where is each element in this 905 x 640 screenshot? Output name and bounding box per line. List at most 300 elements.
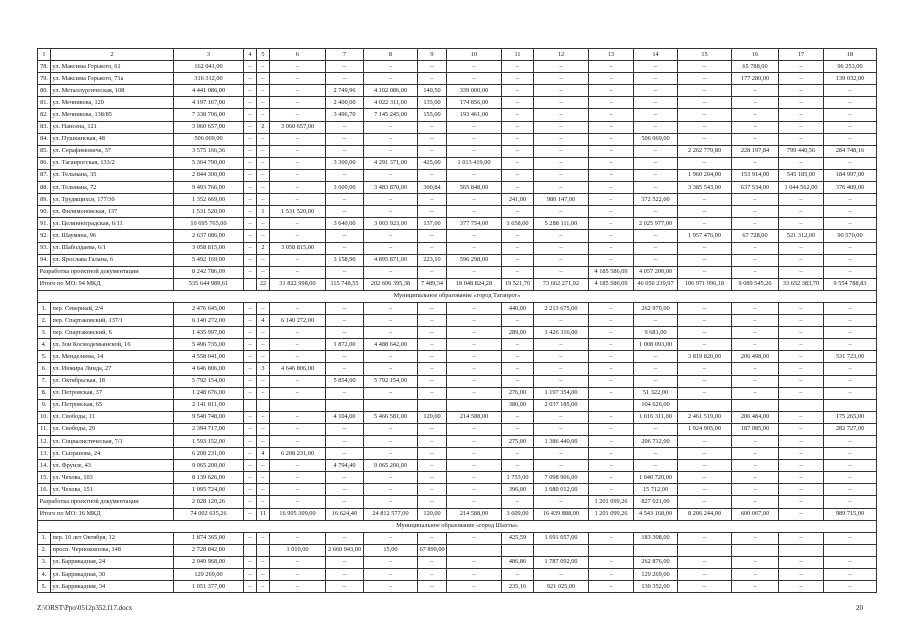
table-cell: 1 593 152,00 bbox=[174, 436, 244, 448]
table-cell: – bbox=[326, 302, 364, 314]
table-cell: – bbox=[589, 411, 634, 423]
table-cell: – bbox=[447, 206, 502, 218]
column-number-cell: 18 bbox=[824, 49, 877, 61]
table-cell: 4 197 167,00 bbox=[174, 97, 244, 109]
table-cell: 8. bbox=[38, 387, 51, 399]
table-cell: – bbox=[244, 145, 257, 157]
table-cell: – bbox=[678, 315, 732, 327]
table-cell: 184 997,00 bbox=[824, 169, 877, 181]
table-cell: 177 280,00 bbox=[732, 73, 779, 85]
table-cell: – bbox=[589, 242, 634, 254]
table-cell: – bbox=[418, 569, 447, 581]
table-cell: 6 208 231,00 bbox=[270, 448, 326, 460]
address-cell: ул. Петровская, 37 bbox=[51, 387, 174, 399]
table-cell: 89. bbox=[38, 194, 51, 206]
table-cell: – bbox=[364, 472, 418, 484]
table-cell: – bbox=[502, 460, 534, 472]
table-cell: – bbox=[326, 194, 364, 206]
table-row bbox=[38, 73, 877, 85]
table-cell: 24 812 577,00 bbox=[364, 508, 418, 520]
table-cell: – bbox=[244, 448, 257, 460]
table-cell: – bbox=[534, 206, 589, 218]
table-cell: – bbox=[732, 121, 779, 133]
table-cell: 372 522,00 bbox=[634, 194, 678, 206]
table-cell: – bbox=[244, 97, 257, 109]
column-number-cell: 5 bbox=[257, 49, 270, 61]
table-cell: – bbox=[364, 363, 418, 375]
table-cell: – bbox=[244, 230, 257, 242]
table-cell: – bbox=[634, 242, 678, 254]
table-cell: – bbox=[589, 254, 634, 266]
table-cell: – bbox=[678, 194, 732, 206]
table-cell bbox=[824, 544, 877, 556]
table-cell: – bbox=[447, 363, 502, 375]
table-cell: – bbox=[447, 496, 502, 508]
table-cell: 9 540 748,00 bbox=[174, 411, 244, 423]
table-cell: 3 483 870,00 bbox=[364, 182, 418, 194]
table-cell: – bbox=[326, 266, 364, 278]
table-cell: – bbox=[732, 327, 779, 339]
table-cell: 276,00 bbox=[502, 387, 534, 399]
table-cell: – bbox=[824, 254, 877, 266]
table-cell: 440,00 bbox=[502, 302, 534, 314]
table-cell bbox=[732, 544, 779, 556]
table-body bbox=[38, 49, 877, 593]
table-cell: 16 439 888,00 bbox=[534, 508, 589, 520]
table-cell: 3 819 820,00 bbox=[678, 351, 732, 363]
table-cell: – bbox=[244, 218, 257, 230]
table-cell: – bbox=[244, 61, 257, 73]
table-row bbox=[38, 436, 877, 448]
address-cell: пер. Спартаковский, 137/1 bbox=[51, 315, 174, 327]
table-cell: – bbox=[447, 133, 502, 145]
table-cell: 300,84 bbox=[418, 182, 447, 194]
table-cell: – bbox=[364, 532, 418, 544]
table-cell: – bbox=[824, 266, 877, 278]
table-cell: 2 262 779,80 bbox=[678, 145, 732, 157]
table-cell: – bbox=[270, 556, 326, 568]
table-cell: 1 787 092,00 bbox=[534, 556, 589, 568]
table-cell: – bbox=[779, 85, 824, 97]
table-cell: – bbox=[678, 206, 732, 218]
table-cell: 2 400,00 bbox=[326, 97, 364, 109]
table-cell: – bbox=[634, 85, 678, 97]
address-cell: пер. 10 лет Октября, 12 bbox=[51, 532, 174, 544]
table-cell: 1 960 204,00 bbox=[678, 169, 732, 181]
table-row bbox=[38, 556, 877, 568]
table-cell: 18 048 824,28 bbox=[447, 278, 502, 290]
table-cell: – bbox=[732, 85, 779, 97]
table-cell: – bbox=[418, 169, 447, 181]
table-cell: – bbox=[678, 61, 732, 73]
table-cell: – bbox=[732, 194, 779, 206]
table-cell: 316 312,00 bbox=[174, 73, 244, 85]
table-cell: – bbox=[779, 363, 824, 375]
address-cell: ул. Мечникова, 120 bbox=[51, 97, 174, 109]
table-cell: – bbox=[447, 436, 502, 448]
table-cell: – bbox=[824, 302, 877, 314]
table-cell: – bbox=[678, 121, 732, 133]
table-cell: – bbox=[257, 339, 270, 351]
table-cell: 2 749,96 bbox=[326, 85, 364, 97]
table-cell: – bbox=[779, 133, 824, 145]
table-cell: 3 058 815,00 bbox=[174, 242, 244, 254]
table-cell: – bbox=[678, 556, 732, 568]
table-cell: – bbox=[418, 387, 447, 399]
table-cell: – bbox=[447, 121, 502, 133]
table-cell: – bbox=[502, 496, 534, 508]
table-cell: – bbox=[244, 569, 257, 581]
address-cell: ул. Баррикадная, 34 bbox=[51, 581, 174, 593]
table-cell: – bbox=[244, 242, 257, 254]
table-cell: 545 185,00 bbox=[779, 169, 824, 181]
table-cell: 87. bbox=[38, 169, 51, 181]
table-cell: – bbox=[589, 218, 634, 230]
column-number-cell: 14 bbox=[634, 49, 678, 61]
table-cell: 9. bbox=[38, 399, 51, 411]
table-cell: – bbox=[447, 460, 502, 472]
table-cell bbox=[589, 544, 634, 556]
table-cell: – bbox=[244, 387, 257, 399]
table-cell: 3 158,90 bbox=[326, 254, 364, 266]
table-cell: – bbox=[418, 496, 447, 508]
table-row bbox=[38, 61, 877, 73]
table-cell: – bbox=[534, 145, 589, 157]
address-cell: пер. Северный, 2/4 bbox=[51, 302, 174, 314]
table-cell: – bbox=[418, 472, 447, 484]
address-cell: ул. Менделеева, 14 bbox=[51, 351, 174, 363]
table-cell: – bbox=[270, 61, 326, 73]
table-cell: – bbox=[824, 109, 877, 121]
table-cell: 4 104,00 bbox=[326, 411, 364, 423]
table-cell: 506 069,00 bbox=[634, 133, 678, 145]
table-cell: – bbox=[678, 472, 732, 484]
table-cell: – bbox=[270, 230, 326, 242]
table-cell: – bbox=[634, 157, 678, 169]
table-cell: – bbox=[678, 218, 732, 230]
table-cell: – bbox=[418, 351, 447, 363]
table-cell: – bbox=[418, 532, 447, 544]
column-number-cell: 2 bbox=[51, 49, 174, 61]
table-cell: 15 712,00 bbox=[634, 484, 678, 496]
column-number-cell: 4 bbox=[244, 49, 257, 61]
table-cell: – bbox=[779, 315, 824, 327]
table-cell: 130 352,00 bbox=[634, 581, 678, 593]
table-cell: – bbox=[678, 460, 732, 472]
table-cell: 1 872,00 bbox=[326, 339, 364, 351]
address-cell: ул. Петровская, 65 bbox=[51, 399, 174, 411]
table-cell: – bbox=[326, 423, 364, 435]
table-cell: – bbox=[634, 182, 678, 194]
table-cell: 8 206 244,00 bbox=[678, 508, 732, 520]
table-cell: – bbox=[824, 375, 877, 387]
table-cell: – bbox=[534, 242, 589, 254]
table-cell: – bbox=[732, 496, 779, 508]
table-cell: 5 792 154,00 bbox=[364, 375, 418, 387]
table-cell: 193 461,00 bbox=[447, 109, 502, 121]
table-cell: – bbox=[270, 581, 326, 593]
table-cell: 1 095 724,00 bbox=[174, 484, 244, 496]
table-cell: 1 531 520,00 bbox=[270, 206, 326, 218]
table-cell: – bbox=[244, 121, 257, 133]
table-cell: – bbox=[779, 339, 824, 351]
table-cell: – bbox=[364, 121, 418, 133]
table-cell: – bbox=[732, 532, 779, 544]
table-cell: 235,16 bbox=[502, 581, 534, 593]
table-cell: – bbox=[634, 448, 678, 460]
table-cell bbox=[326, 399, 364, 411]
table-cell: – bbox=[824, 206, 877, 218]
table-cell: – bbox=[244, 266, 257, 278]
table-row bbox=[38, 423, 877, 435]
table-row bbox=[38, 182, 877, 194]
table-cell: – bbox=[732, 387, 779, 399]
table-cell: – bbox=[364, 315, 418, 327]
table-cell: – bbox=[634, 121, 678, 133]
table-cell: – bbox=[270, 182, 326, 194]
table-cell: – bbox=[244, 254, 257, 266]
table-cell: 5 492 169,00 bbox=[174, 254, 244, 266]
table-cell: – bbox=[257, 423, 270, 435]
table-cell: 9 089 545,26 bbox=[732, 278, 779, 290]
table-cell: – bbox=[326, 532, 364, 544]
table-row bbox=[38, 375, 877, 387]
table-cell: – bbox=[732, 556, 779, 568]
table-cell: – bbox=[502, 254, 534, 266]
table-cell: – bbox=[779, 375, 824, 387]
table-cell: – bbox=[824, 460, 877, 472]
table-cell: 506 069,00 bbox=[174, 133, 244, 145]
table-cell: – bbox=[589, 327, 634, 339]
table-cell: 1 386 440,00 bbox=[534, 436, 589, 448]
summary-row bbox=[38, 278, 877, 290]
table-cell: 980 147,00 bbox=[534, 194, 589, 206]
table-cell: 1 bbox=[257, 206, 270, 218]
table-cell: – bbox=[270, 532, 326, 544]
table-cell: – bbox=[634, 315, 678, 327]
section-heading: Муниципальное образование «город Таганрог» bbox=[38, 290, 877, 302]
address-cell: ул. Пушкинская, 48 bbox=[51, 133, 174, 145]
table-cell: – bbox=[326, 484, 364, 496]
table-cell: – bbox=[418, 121, 447, 133]
table-cell: – bbox=[589, 302, 634, 314]
table-cell: – bbox=[779, 194, 824, 206]
table-cell: – bbox=[257, 73, 270, 85]
table-cell: – bbox=[732, 242, 779, 254]
table-cell: 91. bbox=[38, 218, 51, 230]
address-cell: ул. Баррикадная, 30 bbox=[51, 569, 174, 581]
table-cell: 14. bbox=[38, 460, 51, 472]
table-cell: 1 197 354,00 bbox=[534, 387, 589, 399]
table-cell bbox=[447, 544, 502, 556]
table-cell: – bbox=[244, 375, 257, 387]
table-cell: – bbox=[270, 484, 326, 496]
table-cell: – bbox=[326, 133, 364, 145]
table-cell: 377 754,00 bbox=[447, 218, 502, 230]
table-cell: – bbox=[418, 145, 447, 157]
table-cell: 4 895 871,00 bbox=[364, 254, 418, 266]
table-cell: – bbox=[257, 569, 270, 581]
table-cell: – bbox=[244, 436, 257, 448]
column-number-cell: 1 bbox=[38, 49, 51, 61]
table-cell: – bbox=[364, 242, 418, 254]
table-cell: 1 691 057,00 bbox=[534, 532, 589, 544]
table-cell: – bbox=[270, 569, 326, 581]
table-cell: – bbox=[589, 581, 634, 593]
table-cell: – bbox=[779, 411, 824, 423]
data-table bbox=[37, 48, 877, 593]
table-cell: – bbox=[779, 532, 824, 544]
table-cell: 153 914,00 bbox=[732, 169, 779, 181]
table-cell: – bbox=[589, 484, 634, 496]
table-cell: – bbox=[257, 133, 270, 145]
table-cell: 5 496 735,00 bbox=[174, 339, 244, 351]
table-cell: – bbox=[418, 266, 447, 278]
table-cell: – bbox=[502, 230, 534, 242]
table-cell bbox=[270, 399, 326, 411]
table-cell: 8 139 626,00 bbox=[174, 472, 244, 484]
table-cell: 3 058 815,00 bbox=[270, 242, 326, 254]
table-cell: – bbox=[418, 133, 447, 145]
table-cell: 2 bbox=[257, 242, 270, 254]
table-cell: – bbox=[447, 339, 502, 351]
table-cell: – bbox=[824, 363, 877, 375]
table-cell: – bbox=[678, 387, 732, 399]
table-cell: 4. bbox=[38, 339, 51, 351]
table-row bbox=[38, 472, 877, 484]
table-cell: 22 bbox=[257, 278, 270, 290]
table-cell: – bbox=[257, 266, 270, 278]
table-cell: 67 728,00 bbox=[732, 230, 779, 242]
section-heading-row bbox=[38, 290, 877, 302]
table-cell: 9 681,00 bbox=[634, 327, 678, 339]
section-heading-row bbox=[38, 520, 877, 532]
table-cell: – bbox=[364, 484, 418, 496]
table-cell: 2 394 717,00 bbox=[174, 423, 244, 435]
table-cell: 10 695 765,00 bbox=[174, 218, 244, 230]
table-cell: – bbox=[589, 109, 634, 121]
table-cell: – bbox=[634, 375, 678, 387]
table-cell: – bbox=[257, 61, 270, 73]
table-cell: 106 971 996,18 bbox=[678, 278, 732, 290]
table-cell: 12. bbox=[38, 436, 51, 448]
table-cell: – bbox=[244, 169, 257, 181]
table-cell: 1 016 311,00 bbox=[634, 411, 678, 423]
table-cell: – bbox=[534, 73, 589, 85]
table-cell: – bbox=[326, 230, 364, 242]
table-cell: – bbox=[257, 484, 270, 496]
table-cell: – bbox=[326, 569, 364, 581]
table-cell: – bbox=[270, 339, 326, 351]
table-cell: – bbox=[732, 206, 779, 218]
table-cell: 2 049 968,00 bbox=[174, 556, 244, 568]
table-cell: – bbox=[447, 145, 502, 157]
table-cell: 115 748,55 bbox=[326, 278, 364, 290]
column-number-cell: 3 bbox=[174, 49, 244, 61]
table-row bbox=[38, 411, 877, 423]
table-cell: – bbox=[244, 109, 257, 121]
summary-row bbox=[38, 266, 877, 278]
table-cell: – bbox=[257, 85, 270, 97]
table-cell: 1 531 520,00 bbox=[174, 206, 244, 218]
table-row bbox=[38, 544, 877, 556]
table-cell: – bbox=[270, 387, 326, 399]
table-cell: – bbox=[447, 581, 502, 593]
table-cell: – bbox=[418, 460, 447, 472]
table-cell: – bbox=[418, 581, 447, 593]
table-cell: – bbox=[326, 436, 364, 448]
table-cell: – bbox=[326, 145, 364, 157]
table-cell: 282 727,00 bbox=[824, 423, 877, 435]
table-cell: – bbox=[589, 194, 634, 206]
table-cell: – bbox=[534, 569, 589, 581]
table-cell: 90. bbox=[38, 206, 51, 218]
table-cell: – bbox=[502, 351, 534, 363]
table-cell: – bbox=[270, 496, 326, 508]
table-cell: 83. bbox=[38, 121, 51, 133]
table-cell: – bbox=[678, 266, 732, 278]
table-cell: – bbox=[779, 472, 824, 484]
table-cell: – bbox=[418, 339, 447, 351]
table-cell: – bbox=[678, 302, 732, 314]
table-cell: – bbox=[257, 327, 270, 339]
table-row bbox=[38, 315, 877, 327]
table-cell: – bbox=[732, 109, 779, 121]
table-cell: – bbox=[634, 145, 678, 157]
table-cell: – bbox=[244, 315, 257, 327]
table-cell: 11. bbox=[38, 423, 51, 435]
table-cell: 1 658,00 bbox=[502, 218, 534, 230]
table-cell: – bbox=[634, 169, 678, 181]
table-cell: – bbox=[326, 315, 364, 327]
table-cell: – bbox=[589, 472, 634, 484]
table-cell bbox=[534, 544, 589, 556]
table-cell: – bbox=[502, 133, 534, 145]
table-cell: 521 312,00 bbox=[779, 230, 824, 242]
column-number-cell: 8 bbox=[364, 49, 418, 61]
table-cell: 15. bbox=[38, 472, 51, 484]
table-cell: – bbox=[502, 315, 534, 327]
table-cell: – bbox=[447, 266, 502, 278]
table-cell bbox=[589, 399, 634, 411]
table-cell: – bbox=[534, 169, 589, 181]
table-cell: – bbox=[326, 206, 364, 218]
table-cell: – bbox=[534, 339, 589, 351]
table-cell: – bbox=[589, 85, 634, 97]
table-cell: – bbox=[270, 266, 326, 278]
column-number-cell: 13 bbox=[589, 49, 634, 61]
table-cell: 2 213 675,00 bbox=[534, 302, 589, 314]
table-cell: 3. bbox=[38, 327, 51, 339]
table-cell: – bbox=[257, 387, 270, 399]
table-cell: 1 201 099,26 bbox=[589, 508, 634, 520]
table-cell: – bbox=[732, 436, 779, 448]
table-cell: – bbox=[502, 448, 534, 460]
table-cell: – bbox=[779, 73, 824, 85]
table-cell: – bbox=[589, 436, 634, 448]
table-cell: 13. bbox=[38, 448, 51, 460]
table-cell: 4 bbox=[257, 448, 270, 460]
table-cell: – bbox=[364, 169, 418, 181]
table-cell: – bbox=[732, 218, 779, 230]
table-cell: 989 715,00 bbox=[824, 508, 877, 520]
table-cell: – bbox=[502, 182, 534, 194]
table-cell: – bbox=[589, 569, 634, 581]
table-cell: – bbox=[634, 230, 678, 242]
table-cell: – bbox=[732, 448, 779, 460]
table-cell bbox=[364, 399, 418, 411]
table-cell: – bbox=[326, 242, 364, 254]
